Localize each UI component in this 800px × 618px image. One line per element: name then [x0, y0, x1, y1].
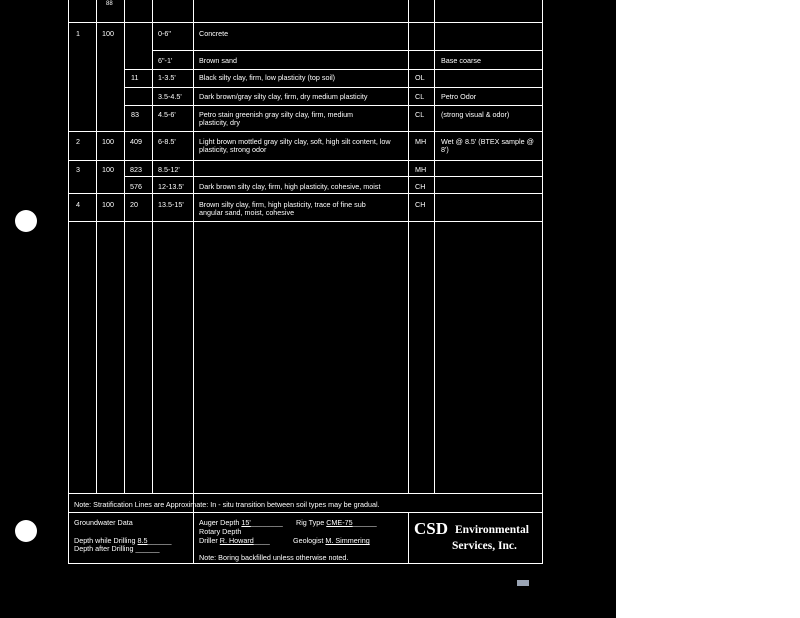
remarks: Wet @ 8.5' (BTEX sample @ 8')	[441, 137, 534, 154]
footer-divider	[408, 512, 409, 563]
column-divider	[434, 0, 435, 493]
uscs-symbol: CH	[415, 182, 426, 191]
table-border-left	[68, 0, 69, 563]
depth-range: 6-8.5'	[158, 137, 176, 146]
pid-reading: 576	[130, 182, 142, 191]
soil-description: Light brown mottled gray silty clay, soft, high silt content, low plasticity, strong odor	[199, 137, 391, 154]
soil-description: Brown silty clay, firm, high plasticity, trace of fine sub angular sand, moist, cohesive	[199, 200, 366, 217]
scan-mark	[517, 580, 529, 586]
depth-range: 3.5-4.5'	[158, 92, 182, 101]
uscs-symbol: CH	[415, 200, 426, 209]
rig-type	[296, 519, 377, 527]
auger-depth-label: Auger Depth	[199, 518, 240, 527]
depth-range: 13.5-15'	[158, 200, 184, 209]
soil-description: Concrete	[199, 29, 229, 38]
rotary-depth-label: Rotary Depth	[199, 527, 242, 536]
pid-reading: 823	[130, 165, 142, 174]
depth-while-drilling-value: 8.5	[137, 536, 148, 545]
geologist	[293, 537, 370, 545]
stratification-note: Note: Stratification Lines are Approximate: In - situ transition between soil types may be gradual.	[74, 500, 380, 509]
geologist-label: Geologist	[293, 536, 324, 545]
row-line	[124, 87, 543, 88]
remarks: (strong visual & odor)	[441, 110, 510, 119]
table-border-right	[542, 0, 543, 563]
depth-range: 12-13.5'	[158, 182, 184, 191]
depth-range: 8.5-12'	[158, 165, 180, 174]
auger-depth-value: 15'	[241, 518, 251, 527]
punch-hole-bottom	[15, 520, 37, 542]
driller-value: R. Howard	[219, 536, 254, 545]
pid-reading: 83	[131, 110, 139, 119]
recovery-value: 100	[102, 137, 114, 146]
sample-number: 3	[76, 165, 80, 174]
remarks: Base coarse	[441, 56, 481, 65]
company-logo-word-services: Services, Inc.	[452, 540, 517, 552]
underline-blank: ______	[147, 536, 172, 545]
soil-description: Dark brown silty clay, firm, high plasticity, cohesive, moist	[199, 182, 381, 191]
groundwater-title: Groundwater Data	[74, 518, 133, 527]
recovery-value: 100	[102, 29, 114, 38]
driller	[199, 537, 270, 545]
pid-reading: 409	[130, 137, 142, 146]
row-line	[68, 512, 543, 513]
underline-blank: ____	[253, 536, 270, 545]
soil-description: Petro stain greenish gray silty clay, firm, medium plasticity, dry	[199, 110, 354, 127]
row-line	[68, 131, 543, 132]
uscs-symbol: CL	[415, 92, 425, 101]
row-line	[68, 22, 543, 23]
geologist-value: M. Simmering	[325, 536, 370, 545]
column-divider	[193, 0, 194, 563]
soil-description: Brown sand	[199, 56, 237, 65]
punch-hole-top	[15, 210, 37, 232]
pid-reading: 20	[130, 200, 138, 209]
column-divider	[408, 0, 409, 493]
recovery-value: 100	[102, 165, 114, 174]
row-line	[68, 160, 543, 161]
rig-type-value: CME-75	[326, 518, 353, 527]
uscs-symbol: MH	[415, 137, 427, 146]
row-line	[68, 221, 543, 222]
company-logo-initials: CSD	[414, 519, 449, 538]
remarks: Petro Odor	[441, 92, 477, 101]
soil-description: Black silty clay, firm, low plasticity (top soil)	[199, 73, 336, 82]
company-logo-word-environmental: Environmental	[455, 524, 529, 536]
depth-after-drilling	[74, 545, 160, 553]
uscs-symbol: CL	[415, 110, 425, 119]
depth-after-drilling-label: Depth after Drilling	[74, 544, 134, 553]
backfill-note: Note: Boring backfilled unless otherwise noted.	[199, 553, 349, 562]
underline-blank: ________	[250, 518, 283, 527]
uscs-symbol: OL	[415, 73, 425, 82]
table-border-bottom	[68, 563, 543, 564]
sample-number: 2	[76, 137, 80, 146]
depth-range: 0-6"	[158, 29, 171, 38]
auger-depth	[199, 519, 283, 527]
row-line	[124, 105, 543, 106]
underline-blank: ______	[135, 544, 160, 553]
sample-number: 4	[76, 200, 80, 209]
driller-label: Driller	[199, 536, 218, 545]
header-fragment: 88	[106, 1, 113, 7]
rig-type-label: Rig Type	[296, 518, 325, 527]
row-line	[152, 50, 543, 51]
row-line	[68, 193, 543, 194]
depth-range: 4.5-6'	[158, 110, 176, 119]
depth-range: 1-3.5'	[158, 73, 176, 82]
depth-range: 6"-1'	[158, 56, 173, 65]
underline-blank: ______	[352, 518, 377, 527]
row-line	[124, 176, 543, 177]
depth-while-drilling-label: Depth while Drilling	[74, 536, 136, 545]
sample-number: 1	[76, 29, 80, 38]
row-line	[68, 493, 543, 494]
soil-description: Dark brown/gray silty clay, firm, dry medium plasticity	[199, 92, 368, 101]
pid-reading: 11	[131, 73, 139, 82]
uscs-symbol: MH	[415, 165, 427, 174]
column-divider	[96, 0, 97, 493]
column-divider	[124, 0, 125, 493]
row-line	[124, 69, 543, 70]
recovery-value: 100	[102, 200, 114, 209]
column-divider	[152, 0, 153, 493]
